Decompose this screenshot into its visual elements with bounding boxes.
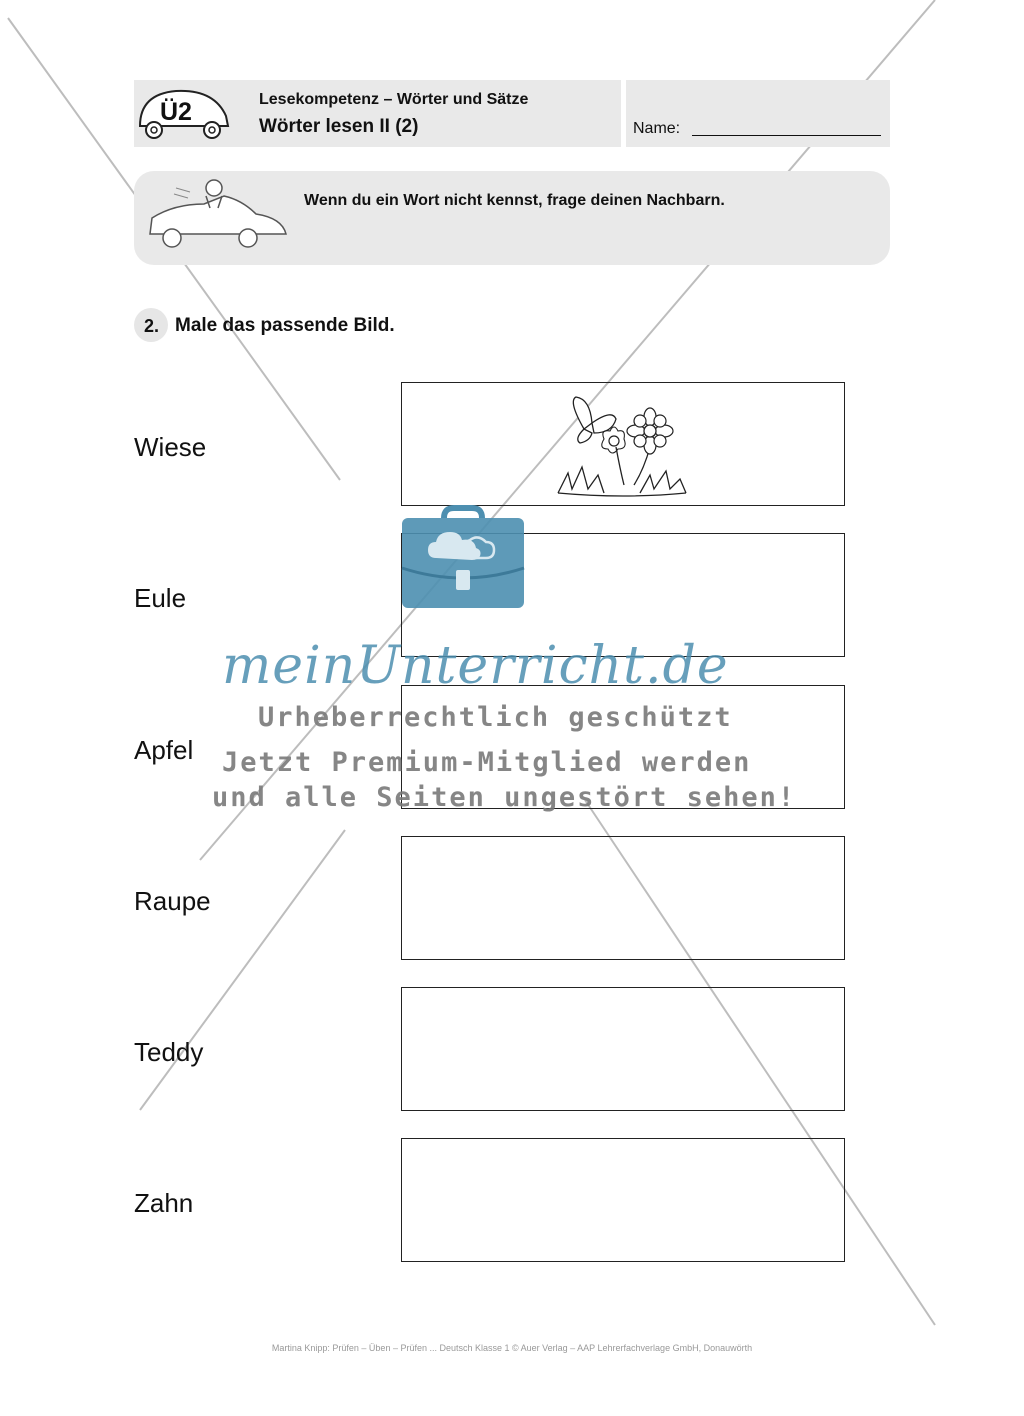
- word-label: Zahn: [134, 1188, 194, 1218]
- name-field[interactable]: [692, 135, 881, 136]
- word-label: Wiese: [134, 432, 207, 462]
- hint-text: Wenn du ein Wort nicht kennst, frage deinen Nachbarn.: [304, 192, 725, 209]
- watermark-logo: meinUnterricht.de: [222, 636, 729, 696]
- page-title: Wörter lesen II (2): [259, 116, 419, 137]
- word-label: Teddy: [134, 1037, 204, 1067]
- watermark-line: Jetzt Premium-Mitglied werden: [222, 747, 752, 778]
- word-label: Apfel: [134, 735, 194, 765]
- drawing-box[interactable]: [401, 382, 845, 506]
- briefcase-cloud-icon: [398, 504, 528, 610]
- car-driver-icon: [144, 174, 294, 254]
- drawing-box[interactable]: [401, 836, 845, 960]
- task-number-badge: [134, 308, 168, 342]
- footer-credit: Martina Knipp: Prüfen – Üben – Prüfen ... Deutsch Klasse 1 © Auer Verlag – AAP Lehrerfachverlage GmbH, Donauwörth: [271, 1343, 753, 1353]
- word-label: Eule: [134, 583, 187, 613]
- task-number: 2.: [144, 316, 160, 336]
- name-label: Name:: [633, 120, 681, 137]
- word-label: Raupe: [134, 886, 211, 916]
- flower-butterfly-icon: [554, 389, 694, 499]
- watermark-line: Urheberrechtlich geschützt: [258, 702, 733, 733]
- exercise-badge: Ü2: [160, 98, 192, 126]
- watermark-line: und alle Seiten ungestört sehen!: [212, 782, 797, 813]
- drawing-box[interactable]: [401, 987, 845, 1111]
- drawing-box[interactable]: [401, 1138, 845, 1262]
- task-instruction: Male das passende Bild.: [175, 315, 395, 336]
- subject-heading: Lesekompetenz – Wörter und Sätze: [259, 91, 529, 108]
